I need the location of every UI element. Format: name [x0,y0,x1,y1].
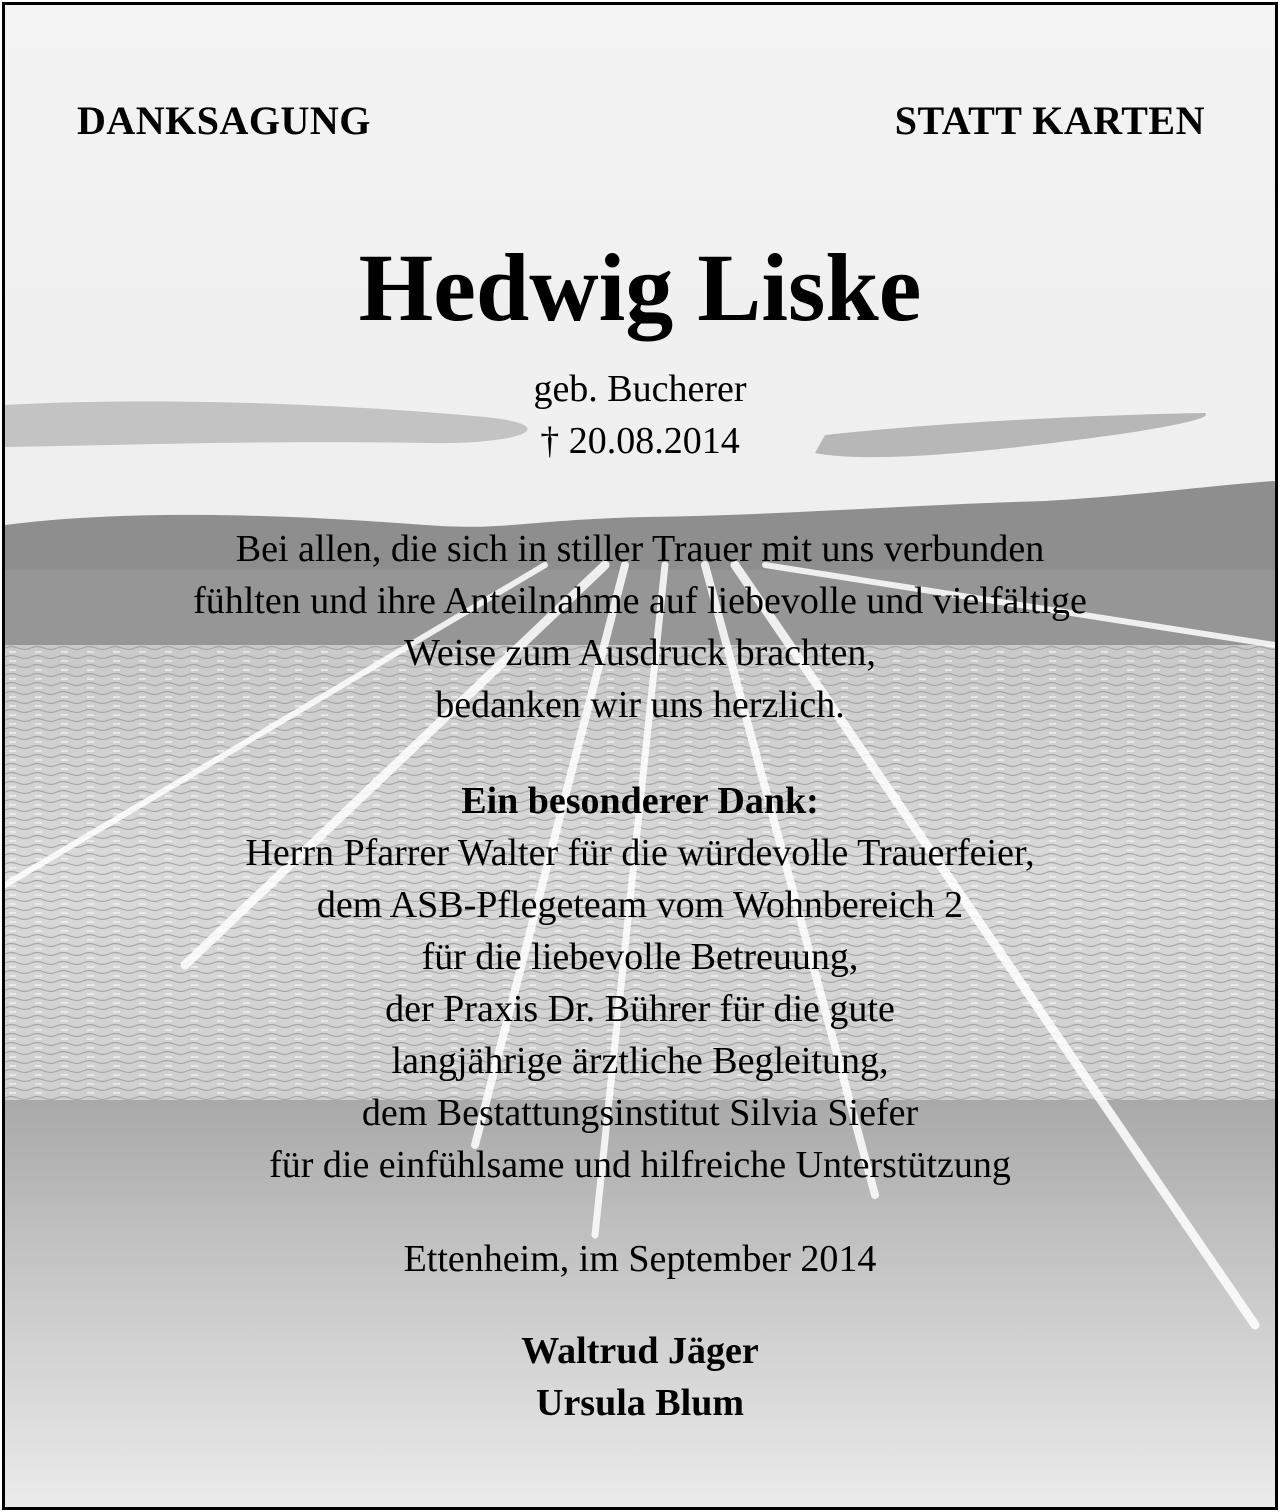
message-line: Weise zum Ausdruck brachten, [404,632,876,674]
deceased-details [5,363,1275,467]
thanks-message [5,523,1275,731]
message-line: bedanken wir uns herzlich. [435,684,845,726]
special-thanks-heading: Ein besonderer Dank: [461,780,819,822]
special-thanks-line: der Praxis Dr. Bührer für die gute [385,988,895,1030]
special-thanks-line: dem Bestattungsinstitut Silvia Siefer [361,1092,919,1134]
message-line: fühlten und ihre Anteilnahme auf liebevolle und vielfältige [193,580,1087,622]
special-thanks-line: langjährige ärztliche Begleitung, [391,1040,889,1082]
maiden-name: geb. Bucherer [533,368,747,410]
signatures [5,1325,1275,1429]
danksagung-label: DANKSAGUNG [77,98,371,143]
obituary-card [2,2,1278,1510]
message-line: Bei allen, die sich in stiller Trauer mit uns verbunden [235,528,1045,570]
special-thanks-line: dem ASB-Pflegeteam vom Wohnbereich 2 [316,884,964,926]
special-thanks-line: für die liebevolle Betreuung, [421,936,859,978]
special-thanks-line: Herrn Pfarrer Walter für die würdevolle Trauerfeier, [245,832,1035,874]
deceased-name: Hedwig Liske [358,234,922,341]
special-thanks-line: für die einfühlsame und hilfreiche Unterstützung [269,1144,1011,1186]
signature-name: Ursula Blum [536,1382,744,1424]
statt-karten-label: STATT KARTEN [894,98,1205,143]
death-date: † 20.08.2014 [540,420,740,462]
signature-name: Waltrud Jäger [521,1330,759,1372]
place-date: Ettenheim, im September 2014 [403,1238,877,1280]
place-date-block [5,1233,1275,1285]
special-thanks [5,775,1275,1191]
